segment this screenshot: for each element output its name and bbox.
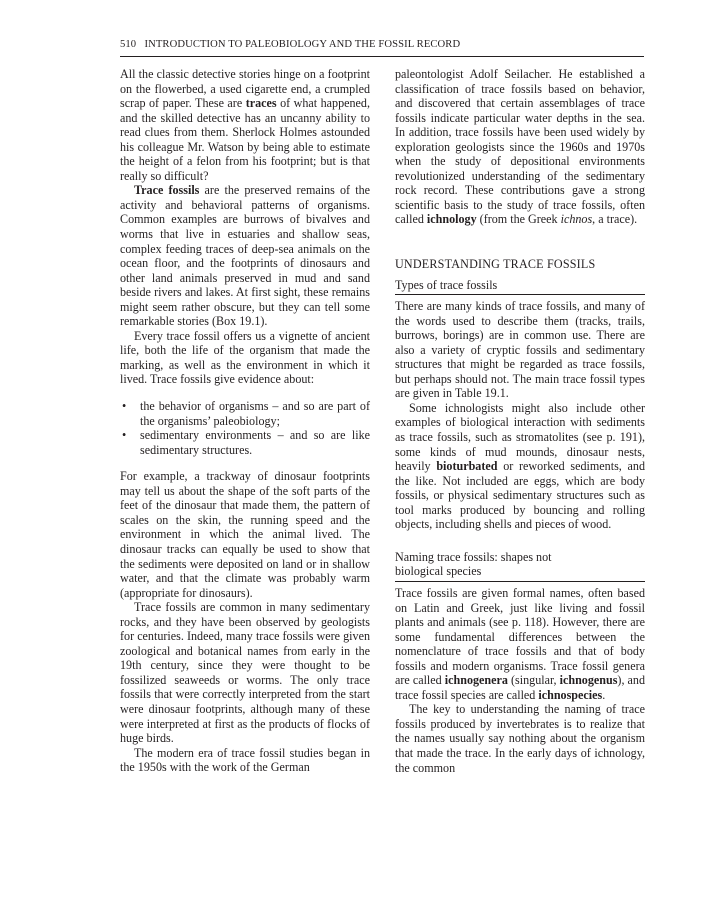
paragraph-trace-fossils-definition: Trace fossils are the preserved remains of the activity and behavioral patterns of organisms. Common examples are burrows of bivalves and worms that live in estuaries and shallow seas, complex feeding traces of deep-sea animals on the ocean floor, and the footprints of dinosaurs and other land animals preserved in mud and sand beside rivers and lakes. At first sight, these remains might seem rather obscure, but they can tell some remarkable stories (Box 19.1).	[120, 183, 370, 329]
paragraph-types: There are many kinds of trace fossils, and many of the words used to describe them (tracks, trails, burrows, borings) are in common use. There are also a variety of cryptic fossils and sedimentary structures that might be regarded as trace fossils, but perhaps should not. The main trace fossil types are given in Table 19.1.	[395, 299, 645, 401]
paragraph-naming: Trace fossils are given formal names, often based on Latin and Greek, just like living and fossil plants and animals (see p. 118). However, there are some fundamental differences between the nomenclature of trace fossils and that of body fossils and modern organisms. Trace fossil genera are called ichnogenera (singular, ichnogenus), and trace fossil species are called ichnospecies.	[395, 585, 646, 702]
left-column	[120, 67, 370, 775]
greek-ichnos: ichnos	[560, 212, 593, 227]
paragraph-modern-era: The modern era of trace fossil studies began in the 1950s with the work of the German	[120, 745, 370, 775]
page-number: 510	[120, 39, 137, 50]
bullet-icon: •	[122, 399, 127, 414]
term-bioturbated: bioturbated	[436, 459, 498, 474]
list-item: • sedimentary environments – and so are like sedimentary structures.	[122, 428, 370, 457]
paragraph-key-naming: The key to understanding the naming of trace fossils produced by invertebrates is to realize that the names usually say nothing about the organism that made the trace. In the early days of ichnology, the common	[395, 702, 645, 775]
section-heading: UNDERSTANDING TRACE FOSSILS	[395, 257, 596, 272]
paragraph-history: Trace fossils are common in many sedimentary rocks, and they have been observed by geologists for centuries. Indeed, many trace fossils were given zoological and botanical names from early in the 19th century, since they were thought to be fossilized seaweeds or worms. The only trace fossils that were correctly interpreted from the start were dinosaur footprints, although many of these were interpreted at first as the products of flocks of huge birds.	[120, 600, 370, 746]
term-traces: traces	[245, 96, 277, 111]
paragraph-seilacher: paleontologist Adolf Seilacher. He established a classification of trace fossils based on behavior, and discovered that certain assemblages of trace fossils indicate particular water depths in the sea. In addition, trace fossils have been used widely by exploration geologists since the 1960s and 1970s when the study of depositional environments revolutionized understanding of the sedimentary rock record. These contributions gave a strong scientific basis to the study of trace fossils, often called ichnology (from the Greek ichnos, a trace).	[395, 67, 645, 227]
header-rule	[120, 56, 644, 57]
paragraph-detective: All the classic detective stories hinge on a footprint on the flowerbed, a used cigarette end, a crumpled scrap of paper. These are traces of what happened, and the skilled detective has an uncanny ability to read clues from them. Sherlock Holmes astounded his colleague Mr. Watson by being able to estimate the height of a felon from his footprint; but is that really so difficult?	[120, 67, 370, 183]
paragraph-biological-interaction: Some ichnologists might also include other examples of biological interaction with sediments as trace fossils, such as stromatolites (see p. 191), some kinds of mud mounds, dinosaur nests, heavily bioturbated or reworked sediments, and the like. Not included are eggs, which are body fossils, or physical sedimentary structures such as tool marks produced by bouncing and rolling objects, including shells and pieces of wood.	[395, 400, 645, 532]
term-ichnogenus: ichnogenus	[559, 673, 618, 688]
bullet-icon: •	[122, 428, 127, 443]
subheading-naming: Naming trace fossils: shapes not biological species	[395, 550, 645, 582]
running-header	[120, 39, 644, 50]
running-title: INTRODUCTION TO PALEOBIOLOGY AND THE FOSSIL RECORD	[144, 39, 461, 50]
term-ichnology: ichnology	[426, 212, 477, 227]
paragraph-vignette: Every trace fossil offers us a vignette of ancient life, both the life of the organism that made the marking, as well as the environment in which it lived. Trace fossils give evidence about:	[120, 328, 370, 387]
bullet-list	[120, 399, 370, 457]
term-ichnogenera: ichnogenera	[444, 673, 508, 688]
paragraph-dinosaur-trackway: For example, a trackway of dinosaur footprints may tell us about the shape of the soft parts of the feet of the dinosaur that made them, the pattern of scales on the skin, the running speed and the environment in which the animal lived. The dinosaur tracks can equally be used to show that the sediments were deposited on land or in shallow water, and that the climate was probably warm (appropriate for dinosaurs).	[120, 469, 370, 600]
right-column	[395, 67, 645, 775]
term-trace-fossils: Trace fossils	[134, 183, 200, 198]
list-item: • the behavior of organisms – and so are part of the organisms’ paleobiology;	[122, 399, 370, 428]
subheading-types: Types of trace fossils	[395, 278, 645, 296]
term-ichnospecies: ichnospecies	[538, 687, 603, 702]
